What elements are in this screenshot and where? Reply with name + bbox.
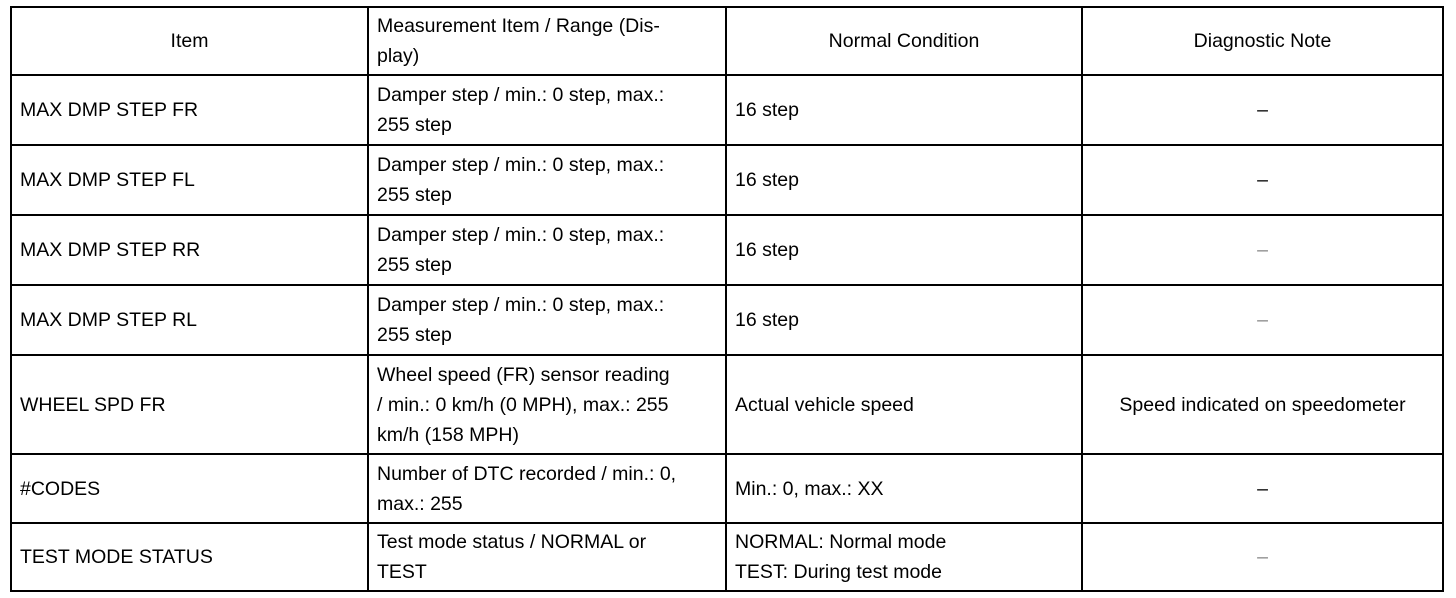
cell-diagnostic-note: – bbox=[1082, 75, 1443, 145]
cell-normal-condition: 16 step bbox=[726, 145, 1082, 215]
cell-measurement bbox=[368, 145, 726, 215]
cell-measurement bbox=[368, 215, 726, 285]
header-diagnostic-note: Diagnostic Note bbox=[1082, 7, 1443, 75]
cell-normal-condition-line2: TEST: During test mode bbox=[735, 561, 942, 583]
cell-item: MAX DMP STEP FR bbox=[11, 75, 368, 145]
table-row bbox=[11, 285, 1443, 355]
cell-measurement bbox=[368, 355, 726, 454]
cell-normal-condition: 16 step bbox=[726, 215, 1082, 285]
cell-measurement bbox=[368, 75, 726, 145]
cell-measurement-line2: 255 step bbox=[377, 254, 452, 276]
cell-normal-condition: Actual vehicle speed bbox=[726, 355, 1082, 454]
cell-measurement-line1: Number of DTC recorded / min.: 0, bbox=[377, 462, 677, 485]
header-measurement-line1: Measurement Item / Range (Dis- bbox=[377, 15, 660, 37]
cell-item: WHEEL SPD FR bbox=[11, 355, 368, 454]
cell-measurement bbox=[368, 454, 726, 523]
table-header-row bbox=[11, 7, 1443, 75]
cell-measurement-line2: 255 step bbox=[377, 114, 452, 136]
table-row bbox=[11, 75, 1443, 145]
header-measurement bbox=[368, 7, 726, 75]
table-row bbox=[11, 145, 1443, 215]
cell-measurement-line2: / min.: 0 km/h (0 MPH), max.: 255 bbox=[377, 393, 669, 416]
table-row bbox=[11, 523, 1443, 591]
header-measurement-line2: play) bbox=[377, 45, 420, 67]
cell-diagnostic-note: Speed indicated on speedometer bbox=[1082, 355, 1443, 454]
cell-item: TEST MODE STATUS bbox=[11, 523, 368, 591]
cell-measurement bbox=[368, 523, 726, 591]
cell-measurement-line1: Test mode status / NORMAL or bbox=[377, 531, 647, 553]
cell-diagnostic-note: – bbox=[1082, 145, 1443, 215]
cell-measurement-line2: 255 step bbox=[377, 184, 452, 206]
cell-measurement-line1: Damper step / min.: 0 step, max.: bbox=[377, 224, 665, 246]
cell-normal-condition-line1: NORMAL: Normal mode bbox=[735, 531, 947, 553]
cell-measurement-line1: Wheel speed (FR) sensor reading bbox=[377, 363, 670, 386]
cell-normal-condition bbox=[726, 523, 1082, 591]
cell-measurement-line1: Damper step / min.: 0 step, max.: bbox=[377, 84, 665, 106]
data-monitor-table bbox=[10, 6, 1444, 592]
cell-measurement bbox=[368, 285, 726, 355]
table-row bbox=[11, 355, 1443, 454]
cell-normal-condition: 16 step bbox=[726, 75, 1082, 145]
cell-measurement-line1: Damper step / min.: 0 step, max.: bbox=[377, 154, 665, 176]
cell-item: #CODES bbox=[11, 454, 368, 523]
cell-measurement-line2: 255 step bbox=[377, 324, 452, 346]
cell-measurement-line2: TEST bbox=[377, 561, 427, 583]
table-row bbox=[11, 454, 1443, 523]
cell-diagnostic-note: – bbox=[1082, 454, 1443, 523]
cell-measurement-line3: km/h (158 MPH) bbox=[377, 423, 519, 446]
cell-normal-condition: Min.: 0, max.: XX bbox=[726, 454, 1082, 523]
cell-item: MAX DMP STEP FL bbox=[11, 145, 368, 215]
cell-item: MAX DMP STEP RL bbox=[11, 285, 368, 355]
cell-measurement-line2: max.: 255 bbox=[377, 492, 463, 515]
cell-diagnostic-note: – bbox=[1082, 523, 1443, 591]
header-normal-condition: Normal Condition bbox=[726, 7, 1082, 75]
cell-diagnostic-note: – bbox=[1082, 215, 1443, 285]
cell-measurement-line1: Damper step / min.: 0 step, max.: bbox=[377, 294, 665, 316]
table-row bbox=[11, 215, 1443, 285]
cell-item: MAX DMP STEP RR bbox=[11, 215, 368, 285]
cell-diagnostic-note: – bbox=[1082, 285, 1443, 355]
header-item: Item bbox=[11, 7, 368, 75]
cell-normal-condition: 16 step bbox=[726, 285, 1082, 355]
